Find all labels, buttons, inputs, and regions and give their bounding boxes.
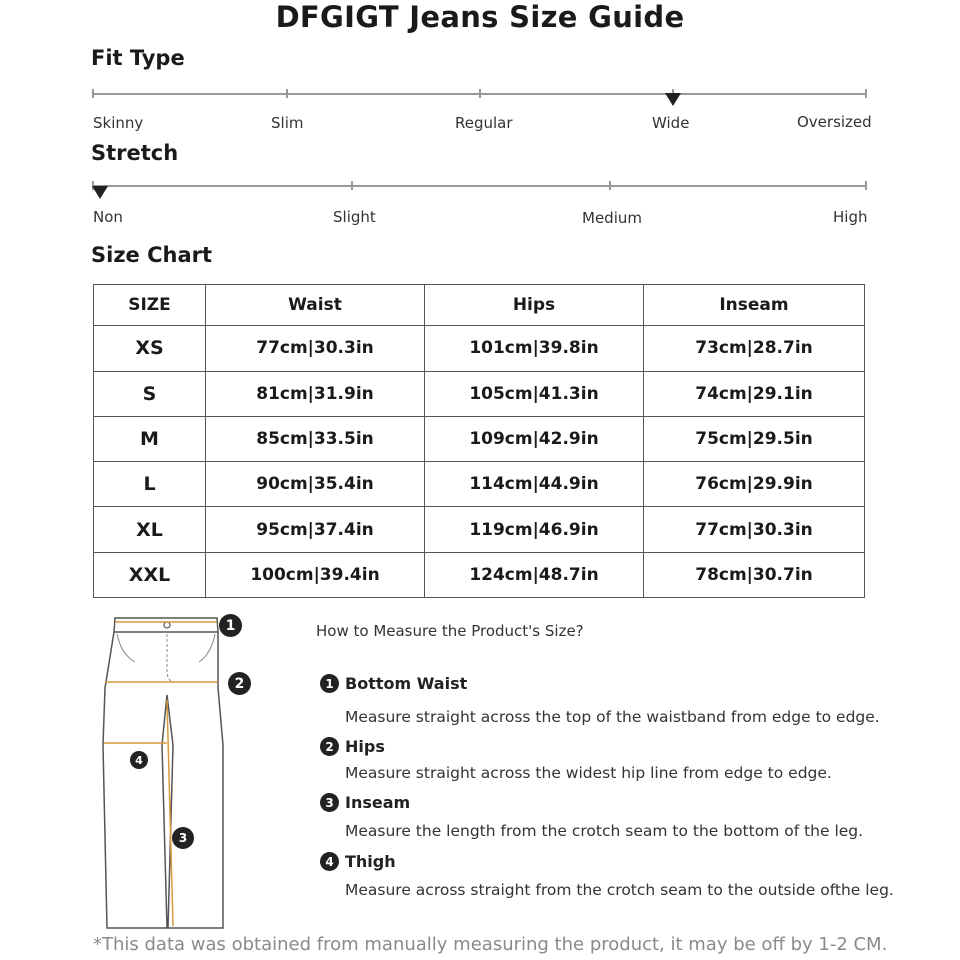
measure-heading: How to Measure the Product's Size? — [316, 622, 584, 640]
size-cell: S — [94, 371, 206, 416]
inseam-cell: 77cm|30.3in — [644, 507, 865, 552]
fit-type-label-oversized: Oversized — [797, 113, 872, 131]
fly-stitch — [167, 634, 175, 682]
step-title: Hips — [345, 737, 385, 756]
size-cell: XXL — [94, 552, 206, 597]
fit-type-heading: Fit Type — [91, 46, 185, 70]
fit-type-tick — [92, 89, 94, 98]
step-number-badge: 4 — [320, 852, 339, 871]
stretch-scale — [92, 185, 867, 187]
marker-2 — [130, 751, 148, 769]
waist-cell: 100cm|39.4in — [206, 552, 425, 597]
size-cell: L — [94, 462, 206, 507]
size-cell: M — [94, 416, 206, 461]
stretch-label-medium: Medium — [582, 209, 642, 227]
hips-cell: 119cm|46.9in — [425, 507, 644, 552]
hips-cell: 105cm|41.3in — [425, 371, 644, 416]
step-title: Bottom Waist — [345, 674, 468, 693]
hips-cell: 114cm|44.9in — [425, 462, 644, 507]
fit-type-tick — [865, 89, 867, 98]
step-number-badge: 2 — [320, 737, 339, 756]
right-pocket — [199, 634, 215, 662]
stretch-tick — [609, 181, 611, 190]
fit-type-label-skinny: Skinny — [93, 114, 144, 132]
step-number-badge: 1 — [320, 674, 339, 693]
marker-2: 2 — [228, 672, 251, 695]
size-cell: XS — [94, 326, 206, 371]
jeans-outline — [103, 632, 223, 928]
left-pocket — [117, 634, 135, 662]
button-icon — [164, 622, 170, 628]
fit-type-tick — [286, 89, 288, 98]
waistband-outline — [114, 618, 218, 632]
step-hips — [320, 737, 385, 756]
stretch-tick — [351, 181, 353, 190]
stretch-label-non: Non — [93, 208, 123, 226]
inseam-cell: 78cm|30.7in — [644, 552, 865, 597]
jeans-diagram — [95, 610, 260, 932]
hips-cell: 101cm|39.8in — [425, 326, 644, 371]
stretch-tick — [865, 181, 867, 190]
marker-3-label: 3 — [178, 831, 188, 845]
hips-cell: 124cm|48.7in — [425, 552, 644, 597]
step-number-badge: 3 — [320, 793, 339, 812]
waist-cell: 90cm|35.4in — [206, 462, 425, 507]
inseam-cell: 75cm|29.5in — [644, 416, 865, 461]
inseam-cell: 76cm|29.9in — [644, 462, 865, 507]
table-row — [94, 507, 865, 552]
table-row — [94, 462, 865, 507]
disclaimer-note: *This data was obtained from manually measuring the product, it may be off by 1-2 CM. — [93, 934, 888, 955]
table-row — [94, 371, 865, 416]
fit-type-label-wide: Wide — [652, 114, 690, 132]
waist-cell: 77cm|30.3in — [206, 326, 425, 371]
step-bottom-waist — [320, 674, 467, 693]
page-title: DFGIGT Jeans Size Guide — [275, 0, 685, 34]
step-description: Measure across straight from the crotch seam to the outside ofthe leg. — [345, 881, 894, 899]
fit-type-label-regular: Regular — [455, 114, 513, 132]
step-thigh — [320, 852, 396, 871]
waist-cell: 81cm|31.9in — [206, 371, 425, 416]
size-chart-heading: Size Chart — [91, 243, 213, 267]
waist-cell: 85cm|33.5in — [206, 416, 425, 461]
size-cell: XL — [94, 507, 206, 552]
stretch-label-high: High — [833, 208, 868, 226]
stretch-pointer-icon — [92, 186, 108, 199]
table-row — [94, 326, 865, 371]
stretch-heading: Stretch — [91, 141, 179, 165]
waist-cell: 95cm|37.4in — [206, 507, 425, 552]
stretch-label-slight: Slight — [333, 208, 376, 226]
step-inseam — [320, 793, 410, 812]
header-size: SIZE — [94, 285, 206, 326]
step-description: Measure the length from the crotch seam to the bottom of the leg. — [345, 822, 864, 840]
header-hips: Hips — [425, 285, 644, 326]
fit-type-pointer-icon — [665, 93, 681, 106]
marker-1: 1 — [219, 614, 242, 637]
step-description: Measure straight across the top of the waistband from edge to edge. — [345, 708, 880, 726]
marker-4-label: 4 — [135, 754, 143, 767]
step-description: Measure straight across the widest hip line from edge to edge. — [345, 764, 832, 782]
header-waist: Waist — [206, 285, 425, 326]
fit-type-tick — [479, 89, 481, 98]
size-chart-table — [93, 284, 865, 598]
header-inseam: Inseam — [644, 285, 865, 326]
table-row — [94, 552, 865, 597]
step-title: Inseam — [345, 793, 411, 812]
inseam-cell: 74cm|29.1in — [644, 371, 865, 416]
inseam-cell: 73cm|28.7in — [644, 326, 865, 371]
marker-3 — [172, 827, 194, 849]
hips-cell: 109cm|42.9in — [425, 416, 644, 461]
step-title: Thigh — [345, 852, 396, 871]
table-row — [94, 416, 865, 461]
table-header-row — [94, 285, 865, 326]
fit-type-label-slim: Slim — [271, 114, 304, 132]
